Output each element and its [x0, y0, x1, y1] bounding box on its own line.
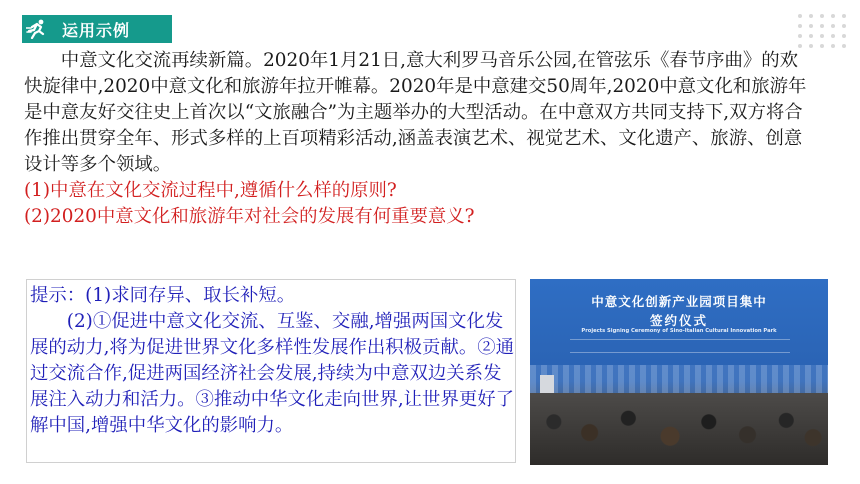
runner-icon — [22, 15, 52, 43]
photo-audience — [530, 393, 828, 465]
answer-line-2: (2)①促进中意文化交流、互鉴、交融,增强两国文化发展的动力,将为促进世界文化多样性发展作出积极贡献。②通过交流合作,促进两国经济社会发展,持续为中意双边关系发展注入动力和活力。③推动中华文化走向世界,让世界更好了解中国,增强中华文化的影响力。 — [30, 311, 515, 436]
question-1: (1)中意在文化交流过程中,遵循什么样的原则? — [24, 180, 397, 201]
passage — [24, 48, 814, 230]
photo-title-line-1: 中意文化创新产业园项目集中 — [591, 294, 767, 309]
question-2: (2)2020中意文化和旅游年对社会的发展有何重要意义? — [24, 206, 475, 227]
section-title: 运用示例 — [62, 20, 131, 40]
photo-skyline — [530, 365, 828, 395]
photo-subtitle: Projects Signing Ceremony of Sino-Italian Cultural Innovation Park — [581, 328, 777, 334]
passage-paragraph: 中意文化交流再续新篇。2020年1月21日,意大利罗马音乐公园,在管弦乐《春节序曲》的欢快旋律中,2020中意文化和旅游年拉开帷幕。2020年是中意建交50周年,2020中意文化和旅游年是中意友好交往史上首次以“文旅融合”为主题举办的大型活动。在中意双方共同支持下,双方将合作推出贯穿全年、形式多样的上百项精彩活动,涵盖表演艺术、视觉艺术、文化遗产、旅游、创意设计等多个领域。 — [24, 50, 807, 175]
answer-text — [30, 283, 516, 439]
photo-title-line-2: 签约仪式 — [649, 313, 708, 328]
section-header — [22, 15, 172, 43]
photo-fine-print — [570, 339, 790, 353]
answer-line-1: 提示：(1)求同存异、取长补短。 — [30, 285, 296, 306]
ceremony-photo — [530, 279, 828, 465]
